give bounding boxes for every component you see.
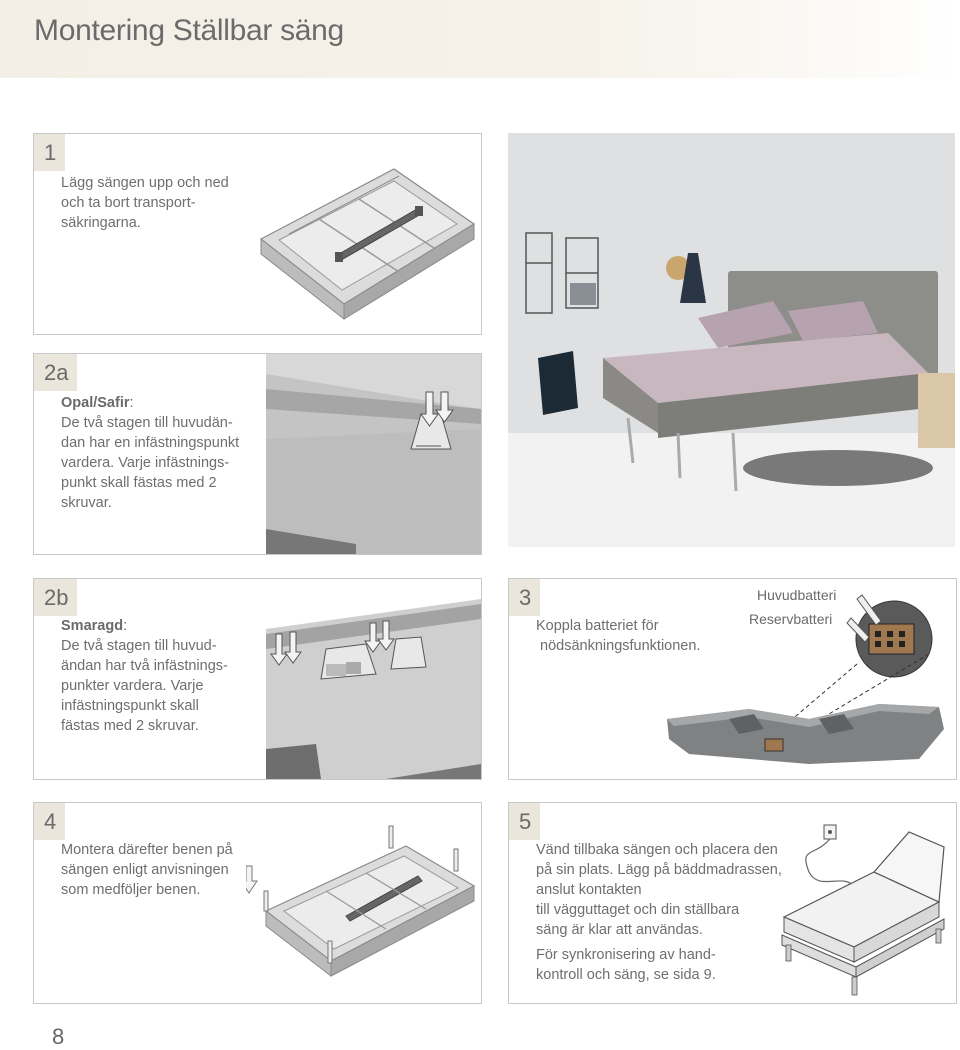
step-2a-text	[61, 393, 239, 513]
legs-mounting-illustration	[246, 821, 478, 1001]
step-2a-line: vardera. Varje infästnings-	[61, 455, 230, 471]
reserve-battery-label: Reservbatteri	[749, 611, 833, 627]
step-4-panel	[33, 802, 482, 1004]
step-2b-line: punkter vardera. Varje	[61, 678, 204, 694]
step-2a-line: punkt skall fästas med 2	[61, 475, 217, 491]
main-battery-label: Huvudbatteri	[757, 587, 837, 603]
step-2b-line: ändan har två infästnings-	[61, 658, 228, 674]
step-5-line: säng är klar att användas.	[536, 922, 703, 938]
upside-down-bed-illustration	[249, 144, 477, 329]
bedroom-photo-image	[508, 133, 955, 547]
step-1-number: 1	[34, 134, 65, 171]
step-5-text	[536, 840, 782, 985]
step-3-line: nödsänkningsfunktionen.	[536, 638, 701, 654]
page-title: Montering Ställbar säng	[34, 14, 344, 47]
step-2a-line: De två stagen till huvudän-	[61, 415, 233, 431]
headend-double-bracket-illustration	[266, 579, 481, 779]
step-2b-line: fästas med 2 skruvar.	[61, 718, 199, 734]
step-5-sync-line: kontroll och säng, se sida 9.	[536, 967, 716, 983]
step-2b-number: 2b	[34, 579, 77, 616]
step-2a-panel	[33, 353, 482, 555]
step-5-line: Vänd tillbaka sängen och placera den	[536, 842, 778, 858]
step-1-line: säkringarna.	[61, 215, 141, 231]
headend-bracket-illustration	[266, 354, 481, 554]
step-3-number: 3	[509, 579, 540, 616]
step-4-number: 4	[34, 803, 65, 840]
step-2a-model-name: Opal/Safir	[61, 395, 130, 411]
step-1-line: och ta bort transport-	[61, 195, 196, 211]
page-number: 8	[52, 1024, 65, 1049]
step-2a-number: 2a	[34, 354, 77, 391]
step-2a-line: dan har en infästningspunkt	[61, 435, 240, 451]
finished-bed-illustration	[774, 817, 954, 999]
step-3-line: Koppla batteriet för	[536, 618, 659, 634]
step-2a-model: Opal/Safir:	[61, 395, 134, 411]
step-5-panel	[508, 802, 957, 1004]
step-4-text	[61, 840, 233, 900]
step-4-line: sängen enligt anvisningen	[61, 862, 229, 878]
step-5-line: anslut kontakten	[536, 882, 642, 898]
step-2b-line: De två stagen till huvud-	[61, 638, 217, 654]
step-2b-line: infästningspunkt skall	[61, 698, 199, 714]
step-2b-text	[61, 616, 228, 736]
step-1-line: Lägg sängen upp och ned	[61, 175, 229, 191]
step-5-line: på sin plats. Lägg på bäddmadrassen,	[536, 862, 782, 878]
step-4-line: som medföljer benen.	[61, 882, 201, 898]
step-5-sync-line: För synkronisering av hand-	[536, 947, 716, 963]
step-2b-model: Smaragd:	[61, 618, 128, 634]
step-5-line: till vägguttaget och din ställbara	[536, 902, 740, 918]
step-1-panel	[33, 133, 482, 335]
step-2b-model-name: Smaragd	[61, 618, 124, 634]
step-2a-line: skruvar.	[61, 495, 112, 511]
step-4-line: Montera därefter benen på	[61, 842, 233, 858]
battery-connection-illustration	[629, 589, 956, 779]
step-1-text	[61, 173, 229, 233]
step-2b-panel	[33, 578, 482, 780]
step-3-panel	[508, 578, 957, 780]
step-5-number: 5	[509, 803, 540, 840]
bedroom-photo	[508, 133, 955, 547]
